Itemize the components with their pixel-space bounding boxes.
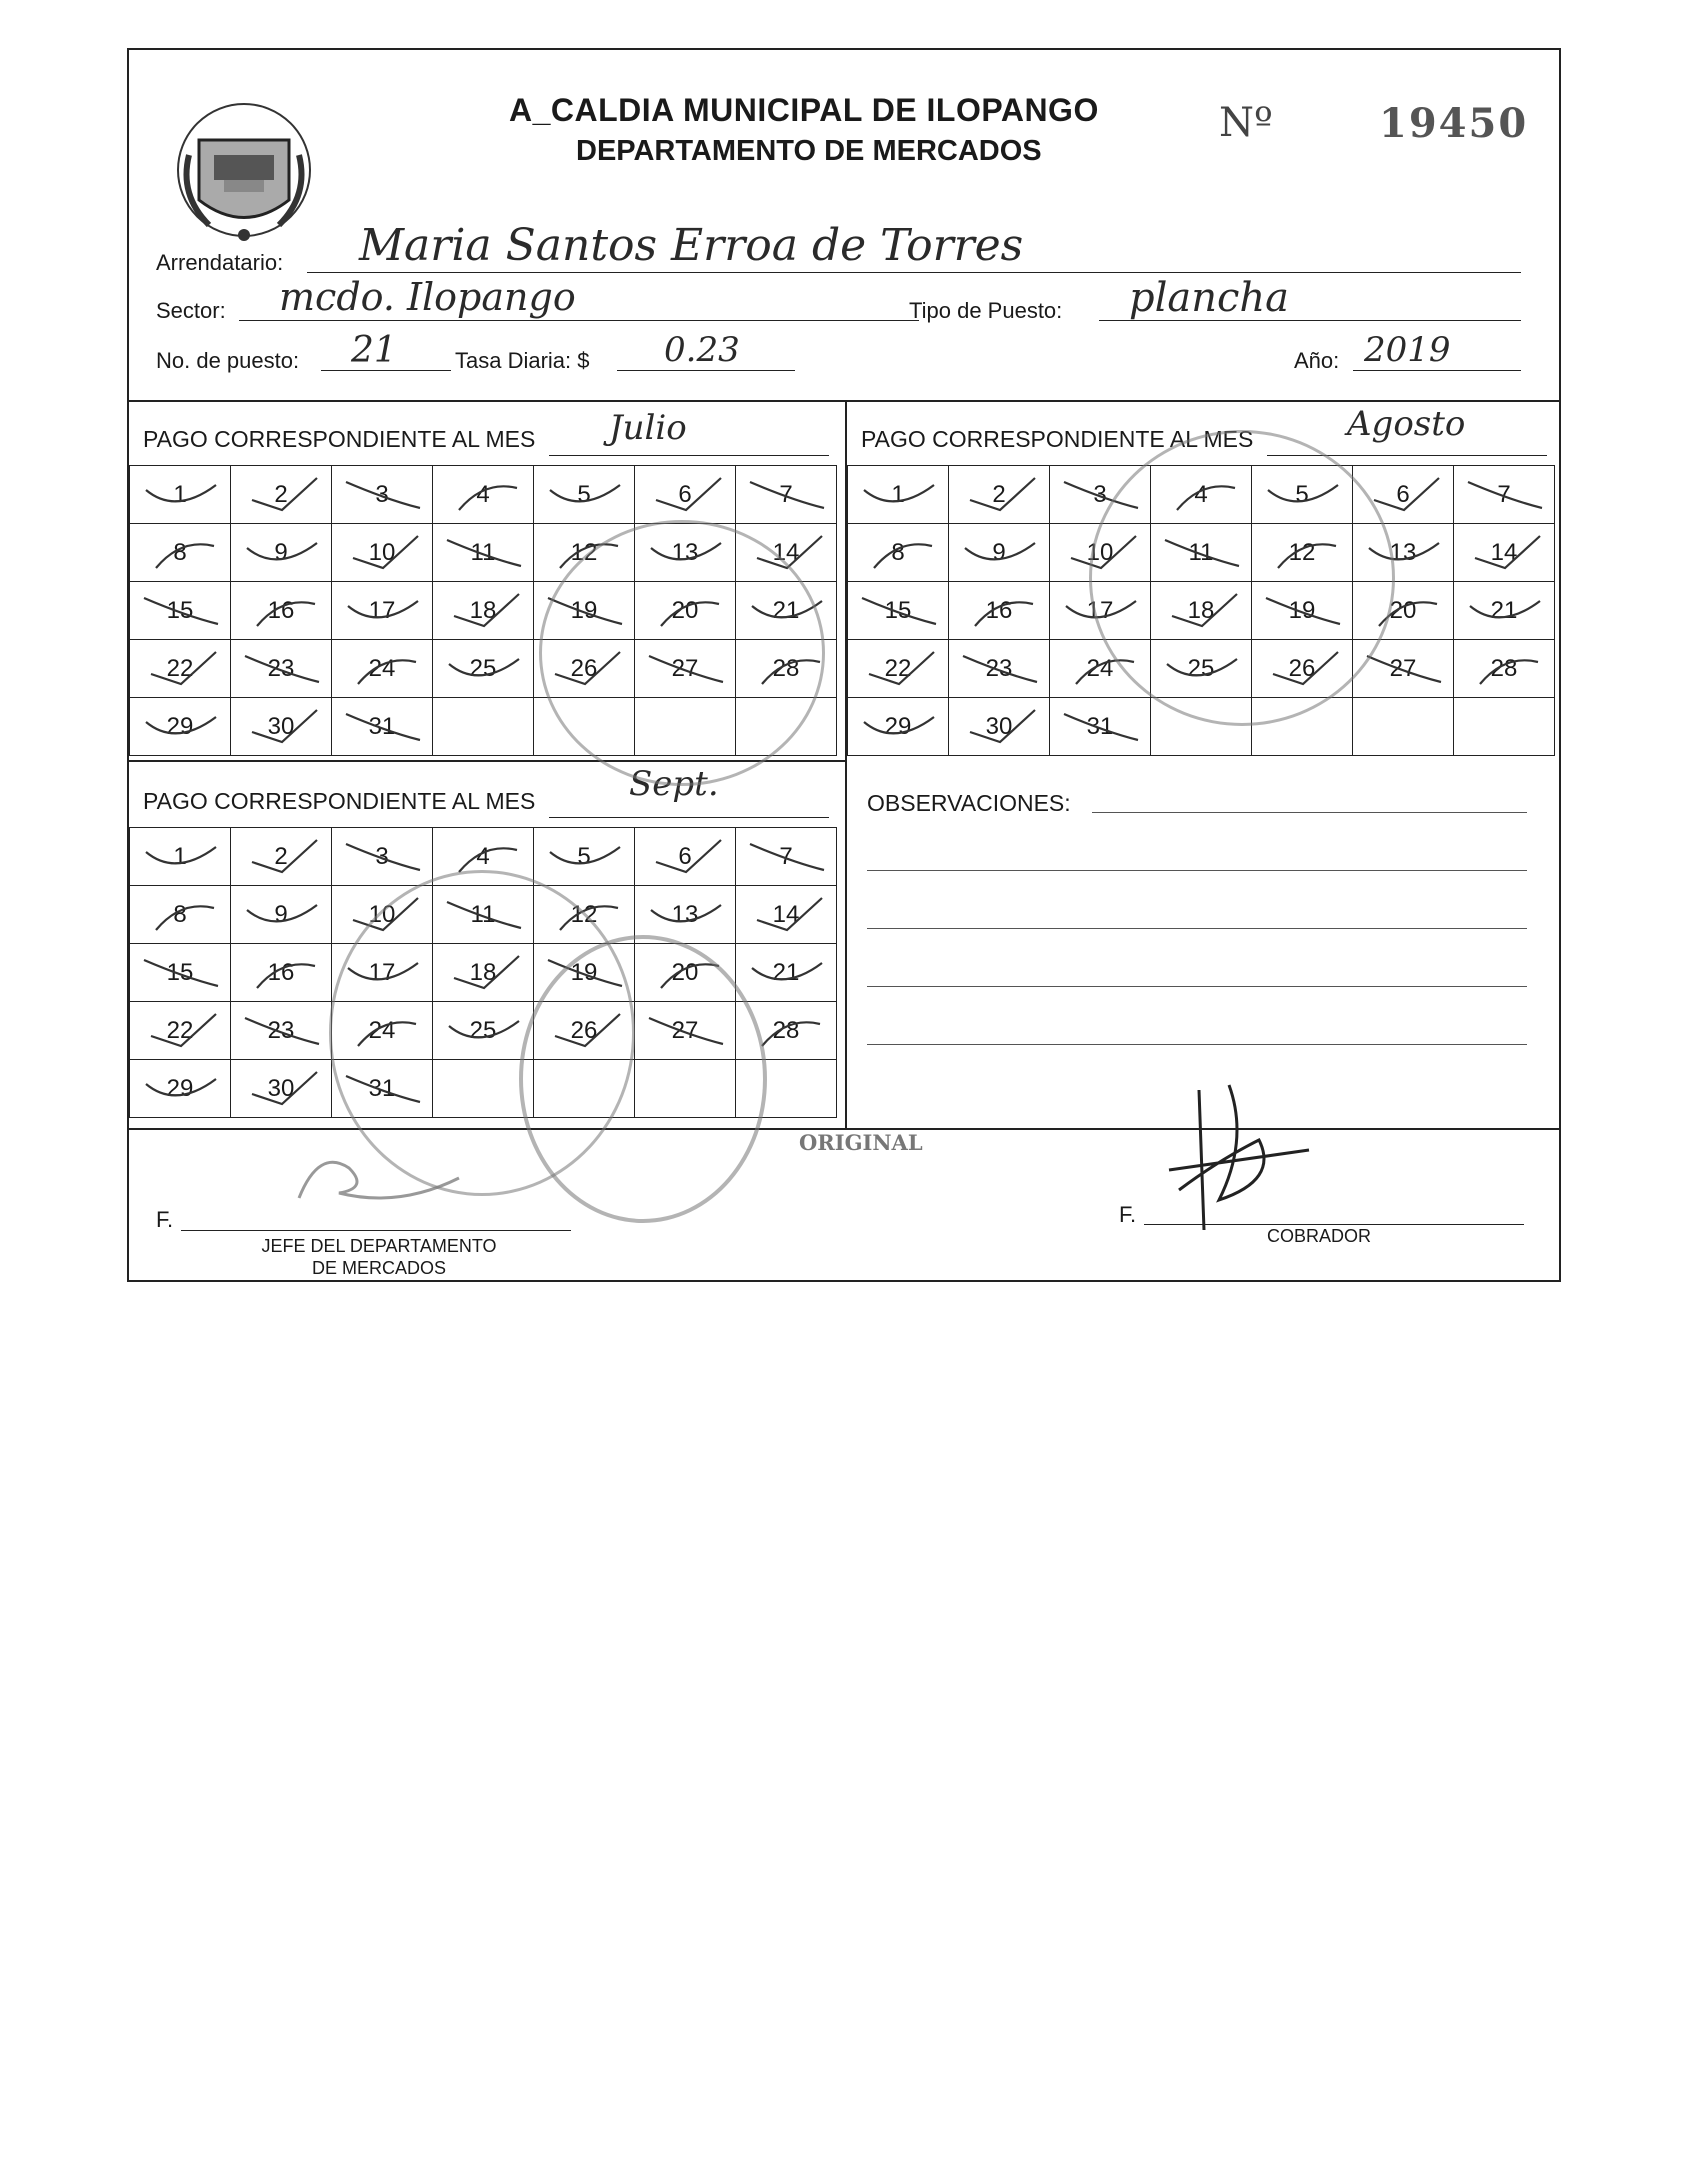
day-number: 25	[469, 654, 497, 682]
day-cell	[949, 698, 1050, 756]
day-cell	[848, 582, 949, 640]
days-row	[848, 466, 1555, 524]
observaciones-line	[867, 1044, 1527, 1045]
day-cell	[534, 582, 635, 640]
day-cell	[1151, 582, 1252, 640]
month-line	[549, 455, 829, 456]
day-number: 24	[368, 1016, 396, 1044]
day-cell	[130, 1060, 231, 1118]
day-number: 8	[891, 538, 905, 566]
month-septiembre	[129, 762, 845, 1128]
day-number: 5	[577, 480, 591, 508]
months-section	[129, 400, 1559, 1128]
day-number: 11	[470, 538, 496, 566]
day-number: 30	[267, 712, 295, 740]
day-number: 16	[267, 596, 295, 624]
days-row	[848, 524, 1555, 582]
day-number: 17	[368, 958, 396, 986]
day-cell	[130, 640, 231, 698]
day-number: 22	[166, 1016, 194, 1044]
day-cell	[534, 640, 635, 698]
day-number: 23	[267, 1016, 295, 1044]
day-number: 31	[368, 1074, 396, 1102]
day-cell	[1353, 466, 1454, 524]
day-number: 10	[368, 900, 396, 928]
puesto-value: 21	[351, 330, 397, 371]
day-cell	[635, 1002, 736, 1060]
month-label: PAGO CORRESPONDIENTE AL MES	[143, 788, 536, 814]
day-number: 7	[1497, 480, 1511, 508]
day-number: 25	[1187, 654, 1215, 682]
day-cell	[534, 466, 635, 524]
arrendatario-label: Arrendatario:	[156, 250, 284, 275]
days-row	[130, 886, 837, 944]
day-cell	[736, 944, 837, 1002]
f-left-label: F.	[156, 1207, 174, 1232]
day-cell	[1252, 524, 1353, 582]
day-cell	[433, 524, 534, 582]
day-cell	[433, 944, 534, 1002]
day-cell	[332, 698, 433, 756]
day-number: 6	[1396, 480, 1410, 508]
day-cell	[534, 828, 635, 886]
day-number: 19	[570, 596, 598, 624]
day-number: 22	[884, 654, 912, 682]
month-label: PAGO CORRESPONDIENTE AL MES	[861, 426, 1254, 452]
day-number: 10	[1086, 538, 1114, 566]
cobrador-sign-line	[1144, 1224, 1524, 1225]
day-cell	[433, 582, 534, 640]
day-cell	[433, 828, 534, 886]
days-row	[130, 466, 837, 524]
municipal-seal-icon	[169, 85, 319, 255]
day-cell	[130, 466, 231, 524]
day-number: 27	[1389, 654, 1417, 682]
anio-value: 2019	[1364, 330, 1451, 370]
day-cell	[130, 828, 231, 886]
month-line	[1267, 455, 1547, 456]
day-number: 13	[1389, 538, 1417, 566]
day-number: 31	[368, 712, 396, 740]
day-cell	[231, 698, 332, 756]
day-cell	[433, 1060, 534, 1118]
day-number: 21	[1490, 596, 1518, 624]
day-cell	[231, 524, 332, 582]
day-number: 9	[274, 900, 288, 928]
day-cell	[130, 1002, 231, 1060]
observaciones-section	[847, 760, 1563, 1128]
day-number: 28	[772, 654, 800, 682]
days-row	[130, 640, 837, 698]
day-cell	[433, 698, 534, 756]
day-number: 4	[476, 480, 490, 508]
day-number: 15	[884, 596, 912, 624]
day-cell	[736, 582, 837, 640]
day-number: 13	[671, 900, 699, 928]
day-cell	[1151, 466, 1252, 524]
day-cell	[635, 944, 736, 1002]
day-cell	[736, 640, 837, 698]
day-number: 20	[671, 596, 699, 624]
day-cell	[534, 1060, 635, 1118]
anio-label: Año:	[1294, 348, 1340, 373]
day-cell	[848, 466, 949, 524]
day-number: 2	[274, 842, 288, 870]
observaciones-line	[1092, 812, 1527, 813]
day-cell	[1252, 640, 1353, 698]
day-number: 25	[469, 1016, 497, 1044]
receipt-number: 19450	[1379, 100, 1529, 147]
sector-line	[239, 320, 919, 321]
day-cell	[231, 1060, 332, 1118]
day-number: 14	[772, 900, 800, 928]
jefe-signature-icon	[279, 1138, 479, 1218]
day-cell	[1454, 582, 1555, 640]
title-line-1: A_CALDIA MUNICIPAL DE ILOPANGO	[509, 92, 1099, 128]
day-number: 29	[884, 712, 912, 740]
day-cell	[231, 828, 332, 886]
day-cell	[332, 886, 433, 944]
month-line	[549, 817, 829, 818]
title-line-2: DEPARTAMENTO DE MERCADOS	[576, 135, 1042, 167]
day-number: 1	[173, 842, 187, 870]
day-cell	[1050, 524, 1151, 582]
day-cell	[130, 524, 231, 582]
day-cell	[534, 944, 635, 1002]
rental-card	[127, 48, 1561, 1282]
day-number: 6	[678, 842, 692, 870]
day-number: 18	[469, 958, 497, 986]
day-number: 4	[1194, 480, 1208, 508]
day-cell	[433, 1002, 534, 1060]
day-number: 30	[267, 1074, 295, 1102]
day-number: 27	[671, 654, 699, 682]
day-cell	[736, 1002, 837, 1060]
day-cell	[949, 466, 1050, 524]
day-cell	[231, 466, 332, 524]
day-cell	[332, 1002, 433, 1060]
day-cell	[130, 582, 231, 640]
day-cell	[848, 698, 949, 756]
day-number: 11	[470, 900, 496, 928]
day-cell	[231, 582, 332, 640]
day-number: 29	[166, 712, 194, 740]
day-number: 17	[368, 596, 396, 624]
day-cell	[635, 886, 736, 944]
day-cell	[231, 944, 332, 1002]
day-cell	[736, 466, 837, 524]
days-row	[130, 582, 837, 640]
puesto-label: No. de puesto:	[156, 348, 300, 373]
tipo-label: Tipo de Puesto:	[909, 298, 1063, 323]
day-cell	[635, 524, 736, 582]
days-row	[130, 524, 837, 582]
jefe-sign-line	[181, 1230, 571, 1231]
day-cell	[433, 886, 534, 944]
day-cell	[1151, 698, 1252, 756]
day-number: 2	[992, 480, 1006, 508]
day-number: 20	[671, 958, 699, 986]
day-number: 3	[375, 480, 389, 508]
day-cell	[1252, 698, 1353, 756]
day-number: 28	[1490, 654, 1518, 682]
day-cell	[949, 582, 1050, 640]
days-row	[130, 944, 837, 1002]
day-number: 2	[274, 480, 288, 508]
day-cell	[1454, 524, 1555, 582]
day-number: 31	[1086, 712, 1114, 740]
day-cell	[231, 886, 332, 944]
day-number: 23	[985, 654, 1013, 682]
day-number: 3	[375, 842, 389, 870]
day-number: 13	[671, 538, 699, 566]
day-number: 9	[992, 538, 1006, 566]
jefe-title-2: DE MERCADOS	[311, 1258, 446, 1278]
day-cell	[1353, 698, 1454, 756]
month-value: Agosto	[1347, 404, 1466, 444]
day-cell	[1050, 582, 1151, 640]
day-cell	[635, 1060, 736, 1118]
day-cell	[332, 466, 433, 524]
day-number: 8	[173, 538, 187, 566]
day-cell	[130, 698, 231, 756]
day-number: 8	[173, 900, 187, 928]
tasa-line	[617, 370, 795, 371]
day-cell	[332, 944, 433, 1002]
day-number: 28	[772, 1016, 800, 1044]
day-number: 4	[476, 842, 490, 870]
day-number: 21	[772, 958, 800, 986]
day-cell	[1454, 640, 1555, 698]
day-cell	[231, 1002, 332, 1060]
tasa-value: 0.23	[664, 330, 740, 370]
day-cell	[433, 466, 534, 524]
arrendatario-value: Maria Santos Erroa de Torres	[359, 220, 1024, 271]
card-footer	[129, 1128, 1559, 1284]
days-row	[130, 698, 837, 756]
arrendatario-line	[307, 272, 1521, 273]
day-number: 23	[267, 654, 295, 682]
day-cell	[736, 1060, 837, 1118]
day-cell	[534, 524, 635, 582]
day-cell	[736, 828, 837, 886]
day-number: 24	[1086, 654, 1114, 682]
day-cell	[635, 466, 736, 524]
day-number: 12	[570, 900, 598, 928]
day-cell	[848, 640, 949, 698]
day-number: 29	[166, 1074, 194, 1102]
day-cell	[949, 524, 1050, 582]
day-cell	[332, 640, 433, 698]
day-cell	[534, 698, 635, 756]
day-cell	[534, 1002, 635, 1060]
card-header	[129, 50, 1559, 402]
day-cell	[433, 640, 534, 698]
tipo-value: plancha	[1129, 275, 1290, 321]
day-number: 14	[1490, 538, 1518, 566]
day-cell	[231, 640, 332, 698]
jefe-title-1: JEFE DEL DEPARTAMENTO	[261, 1236, 497, 1256]
original-mark: ORIGINAL	[799, 1130, 923, 1155]
day-number: 20	[1389, 596, 1417, 624]
day-number: 5	[1295, 480, 1309, 508]
observaciones-label: OBSERVACIONES:	[867, 790, 1071, 816]
day-cell	[635, 698, 736, 756]
number-label: Nº	[1219, 100, 1273, 146]
day-number: 1	[173, 480, 187, 508]
day-number: 19	[570, 958, 598, 986]
day-cell	[635, 582, 736, 640]
day-cell	[736, 524, 837, 582]
days-row	[130, 828, 837, 886]
day-cell	[130, 944, 231, 1002]
month-julio	[129, 400, 845, 760]
day-cell	[1454, 698, 1555, 756]
day-number: 12	[1288, 538, 1316, 566]
day-number: 6	[678, 480, 692, 508]
day-cell	[332, 582, 433, 640]
day-cell	[1050, 466, 1151, 524]
days-grid	[847, 465, 1555, 756]
day-cell	[1151, 640, 1252, 698]
f-right-label: F.	[1119, 1202, 1137, 1227]
day-number: 11	[1188, 538, 1214, 566]
day-number: 10	[368, 538, 396, 566]
day-cell	[534, 886, 635, 944]
day-cell	[1454, 466, 1555, 524]
month-header	[129, 400, 845, 465]
month-value: Sept.	[629, 764, 719, 804]
day-number: 26	[570, 654, 598, 682]
day-number: 12	[570, 538, 598, 566]
day-number: 1	[891, 480, 905, 508]
day-cell	[848, 524, 949, 582]
day-number: 19	[1288, 596, 1316, 624]
sector-value: mcdo. Ilopango	[279, 275, 576, 319]
day-cell	[635, 828, 736, 886]
days-grid	[129, 465, 837, 756]
day-cell	[949, 640, 1050, 698]
day-number: 7	[779, 480, 793, 508]
day-number: 24	[368, 654, 396, 682]
month-agosto	[847, 400, 1563, 760]
day-cell	[635, 640, 736, 698]
month-label: PAGO CORRESPONDIENTE AL MES	[143, 426, 536, 452]
days-row	[848, 582, 1555, 640]
day-cell	[332, 524, 433, 582]
days-row	[130, 1002, 837, 1060]
day-number: 18	[1187, 596, 1215, 624]
sector-label: Sector:	[156, 298, 226, 323]
day-cell	[736, 886, 837, 944]
days-grid	[129, 827, 837, 1118]
month-header	[847, 400, 1563, 465]
day-cell	[736, 698, 837, 756]
day-cell	[1252, 582, 1353, 640]
day-number: 30	[985, 712, 1013, 740]
day-number: 3	[1093, 480, 1107, 508]
day-number: 26	[570, 1016, 598, 1044]
day-number: 9	[274, 538, 288, 566]
day-number: 27	[671, 1016, 699, 1044]
day-number: 15	[166, 958, 194, 986]
observaciones-line	[867, 986, 1527, 987]
days-row	[848, 698, 1555, 756]
day-cell	[1151, 524, 1252, 582]
day-cell	[332, 1060, 433, 1118]
day-number: 16	[267, 958, 295, 986]
day-cell	[1050, 698, 1151, 756]
day-number: 18	[469, 596, 497, 624]
day-number: 14	[772, 538, 800, 566]
day-number: 21	[772, 596, 800, 624]
day-cell	[1353, 582, 1454, 640]
day-number: 26	[1288, 654, 1316, 682]
observaciones-line	[867, 928, 1527, 929]
day-number: 17	[1086, 596, 1114, 624]
day-number: 22	[166, 654, 194, 682]
day-cell	[1353, 524, 1454, 582]
month-header	[129, 762, 845, 827]
anio-line	[1353, 370, 1521, 371]
day-cell	[130, 886, 231, 944]
days-row	[130, 1060, 837, 1118]
tasa-label: Tasa Diaria: $	[455, 348, 590, 373]
day-cell	[1252, 466, 1353, 524]
days-row	[848, 640, 1555, 698]
day-number: 5	[577, 842, 591, 870]
day-cell	[1050, 640, 1151, 698]
month-value: Julio	[609, 408, 687, 448]
day-number: 7	[779, 842, 793, 870]
day-number: 15	[166, 596, 194, 624]
cobrador-title: COBRADOR	[1266, 1226, 1371, 1246]
day-number: 16	[985, 596, 1013, 624]
day-cell	[332, 828, 433, 886]
day-cell	[1353, 640, 1454, 698]
observaciones-line	[867, 870, 1527, 871]
